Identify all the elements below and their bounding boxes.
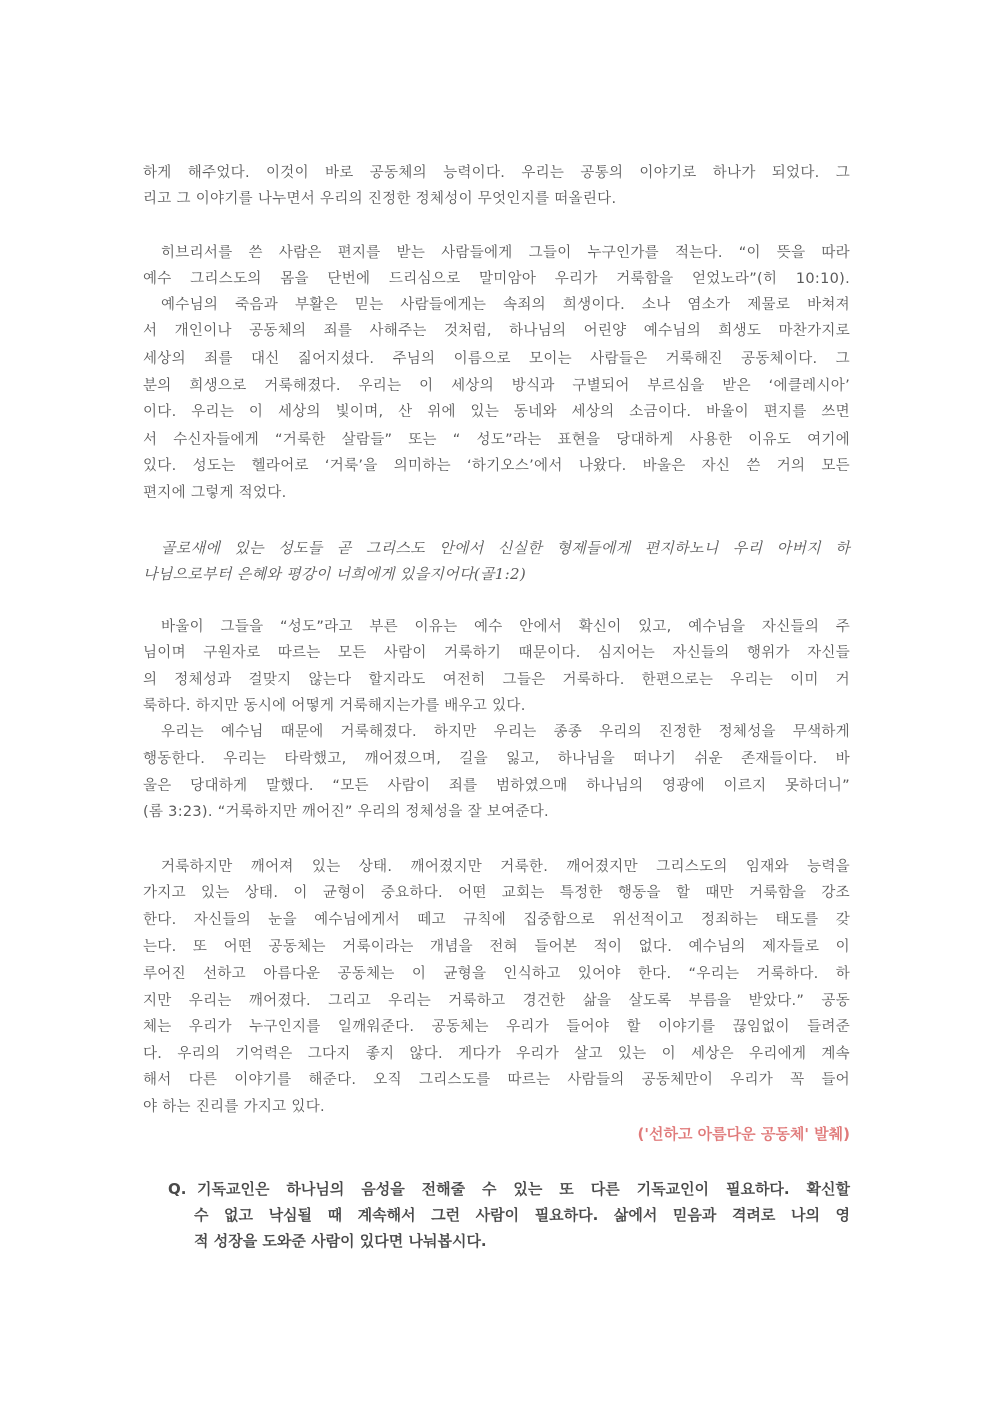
question-label: Q. <box>168 1180 187 1198</box>
source-attribution: ('선하고 아름다운 공동체' 발췌) <box>637 1125 850 1143</box>
text-line: (롬 3:23). “거룩하지만 깨어진” 우리의 정체성을 잘 보여준다. <box>143 804 549 820</box>
text-line: 우리는 예수님 때문에 거룩해졌다. 하지만 우리는 종종 우리의 진정한 정체성을 무색하게 <box>161 724 850 740</box>
text-line: 의 정체성과 걸맞지 않는다 할지라도 여전히 그들은 거룩하다. 한편으로는 우리는 이미 거 <box>143 672 850 688</box>
question-line: 적 성장을 도와준 사람이 있다면 나눠봅시다. <box>194 1232 487 1250</box>
question-line: 수 없고 낙심될 때 계속해서 그런 사람이 필요하다. 삶에서 믿음과 격려로 나의 영 <box>194 1206 850 1224</box>
text-line: 루어진 선하고 아름다운 공동체는 이 균형을 인식하고 있어야 한다. “우리는 거룩하다. 하 <box>143 966 850 982</box>
text-line: 해서 다른 이야기를 해준다. 오직 그리스도를 따르는 사람들의 공동체만이 우리가 꼭 들어 <box>143 1072 850 1088</box>
text-line: 있다. 성도는 헬라어로 ‘거룩’을 의미하는 ‘하기오스’에서 나왔다. 바울은 자신 쓴 거의 모든 <box>143 458 850 474</box>
text-line: 편지에 그렇게 적었다. <box>143 485 287 501</box>
text-line: 바울이 그들을 “성도”라고 부른 이유는 예수 안에서 확신이 있고, 예수님을 자신들의 주 <box>161 619 850 635</box>
text-line: 가지고 있는 상태. 이 균형이 중요하다. 어떤 교회는 특정한 행동을 할 때만 거룩함을 강조 <box>143 885 850 901</box>
text-line: 한다. 자신들의 눈을 예수님에게서 떼고 규칙에 집중함으로 위선적이고 정죄하는 태도를 갖 <box>143 912 850 928</box>
text-line: 지만 우리는 깨어졌다. 그리고 우리는 거룩하고 경건한 삶을 살도록 부름을 받았다.” 공동 <box>143 993 850 1009</box>
text-line: 예수 그리스도의 몸을 단번에 드리심으로 말미암아 우리가 거룩함을 얻었노라”(히 10:10). <box>143 271 850 287</box>
text-line: 서 개인이나 공동체의 죄를 사해주는 것처럼, 하나님의 어린양 예수님의 희생도 마찬가지로 <box>143 323 850 339</box>
text-line: 분의 희생으로 거룩해졌다. 우리는 이 세상의 방식과 구별되어 부르심을 받은 ‘에클레시아’ <box>143 378 850 394</box>
text-line: 야 하는 진리를 가지고 있다. <box>143 1099 325 1115</box>
text-line: 세상의 죄를 대신 짊어지셨다. 주님의 이름으로 모이는 사람들은 거룩해진 공동체이다. 그 <box>143 351 850 367</box>
question-line: 기독교인은 하나님의 음성을 전해줄 수 있는 또 다른 기독교인이 필요하다. 확신할 <box>197 1180 850 1198</box>
text-line: 서 수신자들에게 “거룩한 살람들” 또는 “ 성도”라는 표현을 당대하게 사용한 이유도 여기에 <box>143 432 850 448</box>
text-line: 님이며 구원자로 따르는 모든 사람이 거룩하기 때문이다. 심지어는 자신들의 행위가 자신들 <box>143 645 850 661</box>
text-line: 룩하다. 하지만 동시에 어떻게 거룩해지는가를 배우고 있다. <box>143 698 526 714</box>
text-line: 리고 그 이야기를 나누면서 우리의 진정한 정체성이 무엇인지를 떠올린다. <box>143 191 617 207</box>
text-line: 히브리서를 쓴 사람은 편지를 받는 사람들에게 그들이 누구인가를 적는다. “이 뜻을 따라 <box>161 245 850 261</box>
text-line: 는다. 또 어떤 공동체는 거룩이라는 개념을 전혀 들어본 적이 없다. 예수님의 제자들로 이 <box>143 939 850 955</box>
text-line: 체는 우리가 누구인지를 일깨워준다. 공동체는 우리가 들어야 할 이야기를 끊임없이 들려준 <box>143 1019 850 1035</box>
text-line: 예수님의 죽음과 부활은 믿는 사람들에게는 속죄의 희생이다. 소나 염소가 제물로 바쳐져 <box>161 297 850 313</box>
text-line: 행동한다. 우리는 타락했고, 깨어졌으며, 길을 잃고, 하나님을 떠나기 쉬운 존재들이다. 바 <box>143 751 850 767</box>
text-line: 다. 우리의 기억력은 그다지 좋지 않다. 게다가 우리가 살고 있는 이 세상은 우리에게 계속 <box>143 1046 850 1062</box>
text-line: 거룩하지만 깨어져 있는 상태. 깨어졌지만 거룩한. 깨어졌지만 그리스도의 임재와 능력을 <box>161 859 850 875</box>
text-line: 나님으로부터 은혜와 평강이 너희에게 있을지어다(골1:2) <box>143 565 526 583</box>
text-line: 하게 해주었다. 이것이 바로 공동체의 능력이다. 우리는 공통의 이야기로 하나가 되었다. 그 <box>143 165 850 181</box>
text-line: 울은 당대하게 말했다. “모든 사람이 죄를 범하였으매 하나님의 영광에 이르지 못하더니” <box>143 778 850 794</box>
text-line: 골로새에 있는 성도들 곧 그리스도 안에서 신실한 형제들에게 편지하노니 우리 아버지 하 <box>161 539 850 557</box>
text-line: 이다. 우리는 이 세상의 빛이며, 산 위에 있는 동네와 세상의 소금이다. 바울이 편지를 쓰면 <box>143 404 850 420</box>
